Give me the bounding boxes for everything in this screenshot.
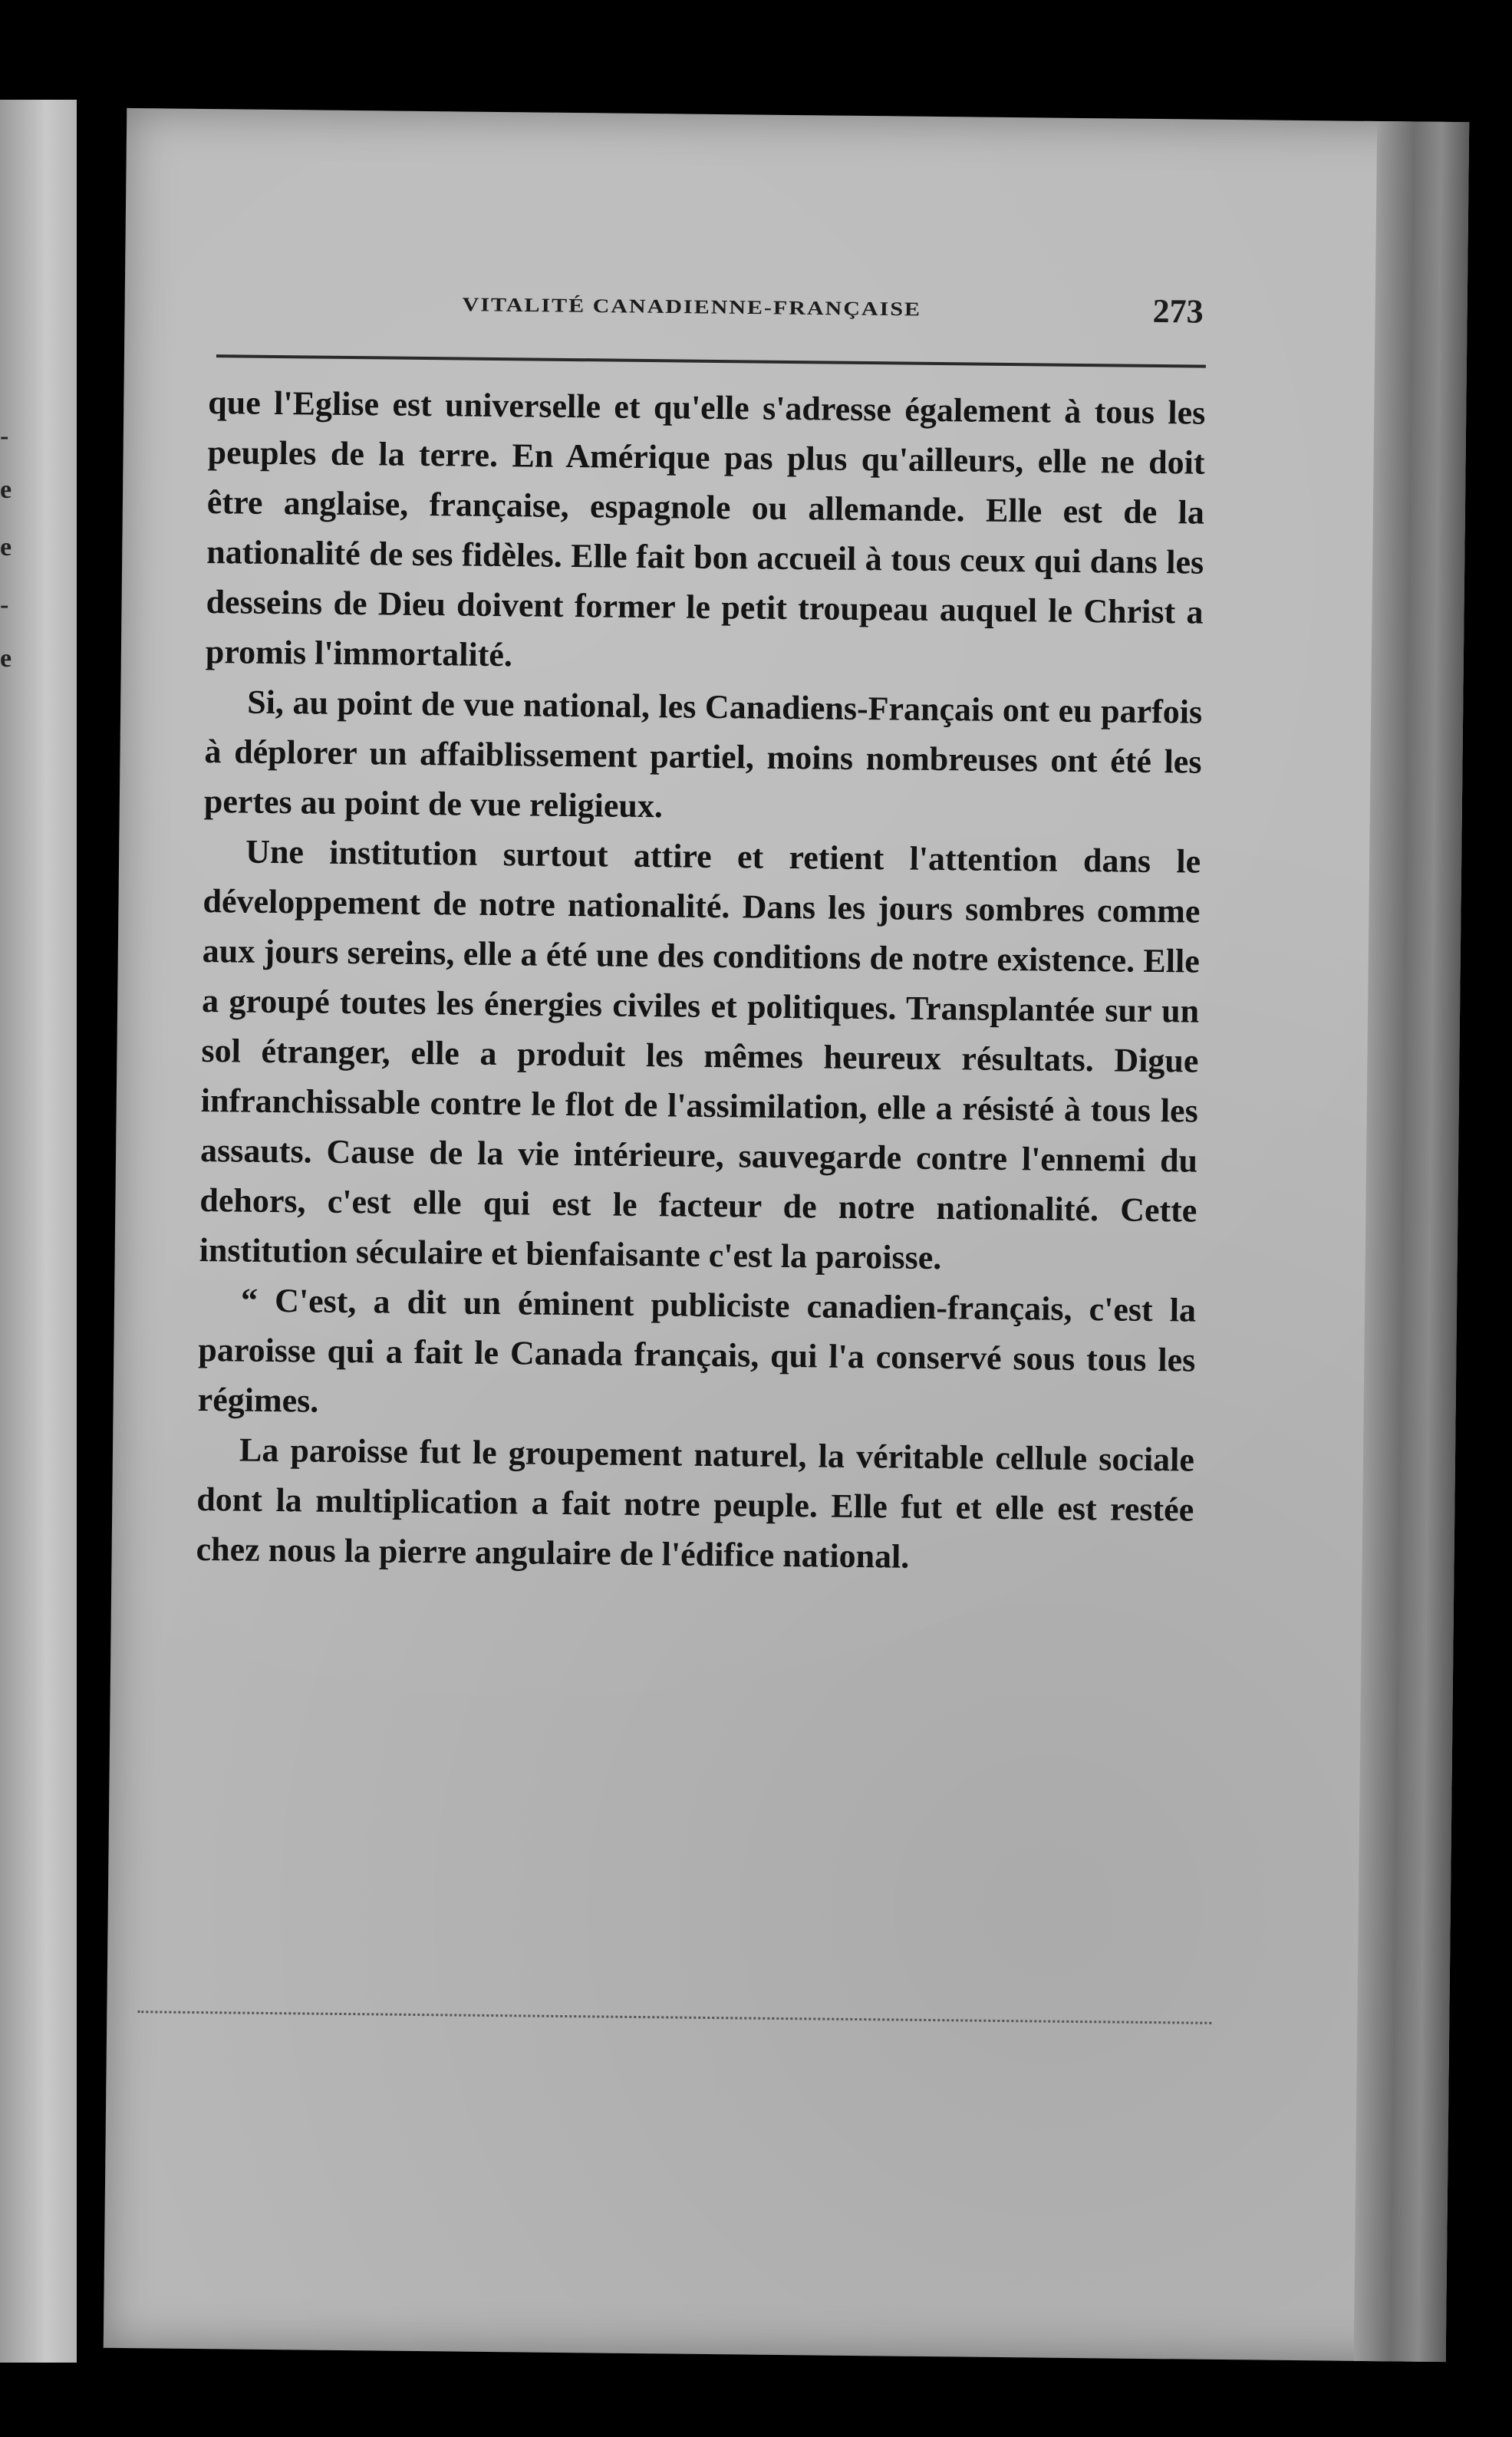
paragraph: La paroisse fut le groupement naturel, la véritable cellule sociale dont la multiplication a fait notre peuple. Elle fut et elle est restée chez nous la pierre angulaire de l'édifice national.: [196, 1431, 1195, 1576]
prev-page-fragment: -: [0, 591, 9, 619]
page-number: 273: [1152, 291, 1204, 331]
scanned-page: [104, 108, 1469, 2362]
paragraph: Une institution surtout attire et retient l'attention dans le développement de notre nationalité. Dans les jours sombres comme aux jours sereins, elle a été une des conditions de notre existence. Elle a groupé toutes les énergies civiles et politiques. Transplantée sur un sol étranger, elle a produit les mêmes heureux résultats. Digue infranchissable contre le flot de l'assimilation, elle a résisté à tous les assauts. Cause de la vie intérieure, sauvegarde contre l'ennemi du dehors, c'est elle qui est le facteur de notre nationalité. Cette institution séculaire et bienfaisante c'est la paroisse.: [199, 832, 1201, 1277]
bottom-rule: [137, 2011, 1211, 2026]
prev-page-fragment: -: [0, 422, 9, 450]
body-text: [196, 377, 1205, 1585]
prev-page-fragment: e: [0, 533, 12, 561]
running-head: VITALITÉ CANADIENNE-FRANÇAISE: [462, 294, 922, 321]
paragraph: que l'Eglise est universelle et qu'elle s'adresse également à tous les peuples de la terre. En Amérique pas plus qu'ailleurs, elle ne doit être anglaise, française, espagnole ou allemande. Elle est de la nationalité de ses fidèles. Elle fait bon accueil à tous ceux qui dans les desseins de Dieu doivent former le petit troupeau auquel le Christ a promis l'immortalité.: [205, 384, 1206, 674]
prev-page-fragment: e: [0, 644, 12, 673]
prev-page-fragment: e: [0, 476, 12, 504]
previous-page-edge: [0, 100, 77, 2363]
page-binding-edge: [1354, 121, 1470, 2362]
header-rule: [216, 354, 1206, 368]
paragraph: “ C'est, a dit un éminent publiciste canadien-français, c'est la paroisse qui a fait le Canada français, qui l'a conservé sous tous les régimes.: [197, 1281, 1197, 1420]
paragraph: Si, au point de vue national, les Canadiens-Français ont eu parfois à déplorer un affaiblissement partiel, moins nombreuses ont été les pertes au point de vue religieux.: [203, 683, 1203, 825]
